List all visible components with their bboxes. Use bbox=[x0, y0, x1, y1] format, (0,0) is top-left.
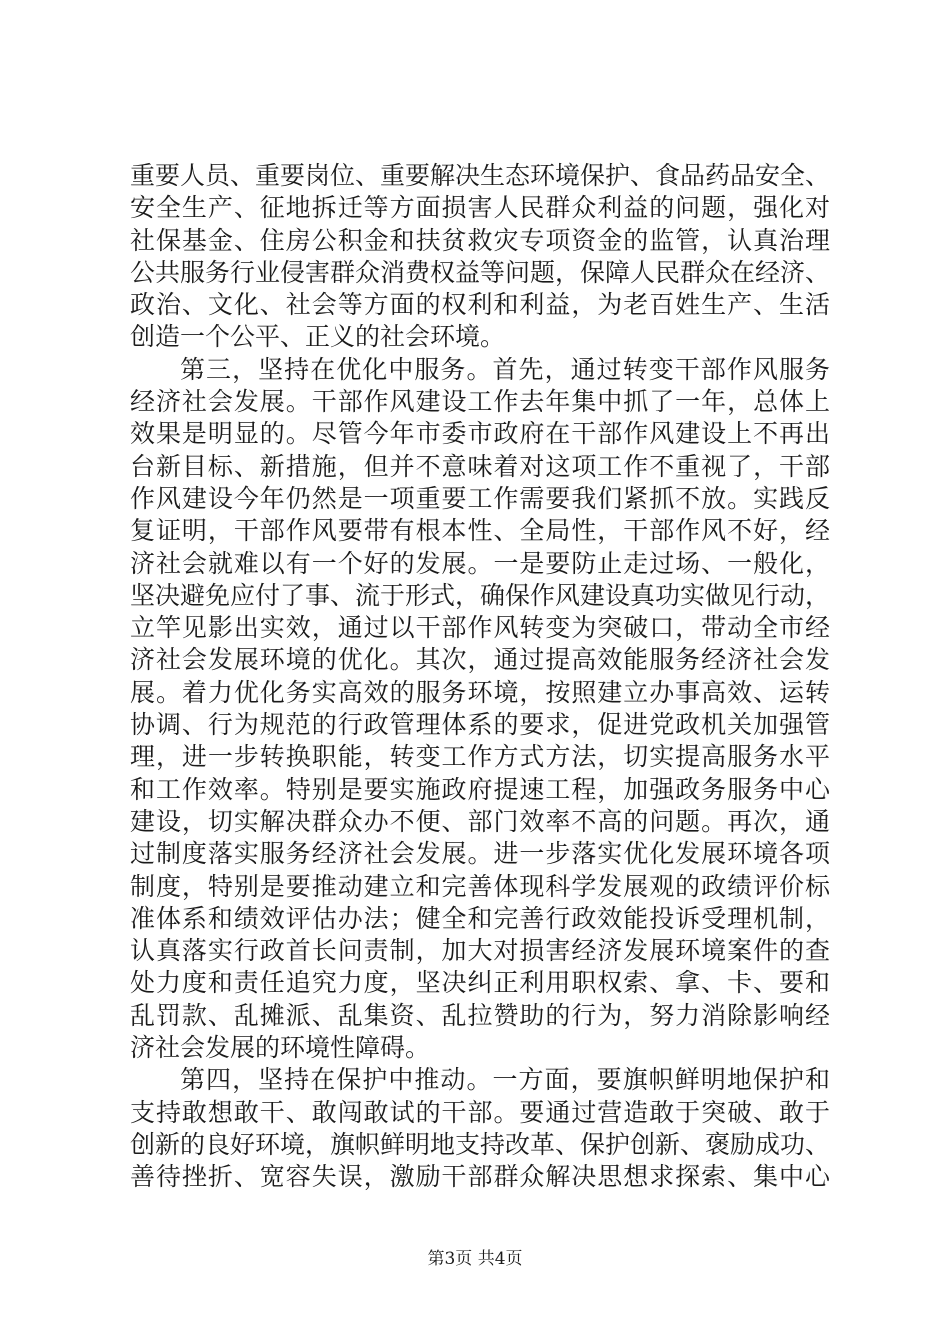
text-line: 复证明，干部作风要带有根本性、全局性，干部作风不好，经 bbox=[130, 516, 830, 546]
paragraph-start-line: 第三，坚持在优化中服务。首先，通过转变干部作风服务 bbox=[180, 354, 830, 384]
text-line: 建设，切实解决群众办不便、部门效率不高的问题。再次，通 bbox=[130, 806, 830, 836]
text-line: 济社会发展环境的优化。其次，通过提高效能服务经济社会发 bbox=[130, 645, 830, 675]
text-line: 坚决避免应付了事、流于形式，确保作风建设真功实做见行动， bbox=[130, 580, 831, 610]
body-text bbox=[130, 160, 830, 1194]
text-line: 效果是明显的。尽管今年市委市政府在干部作风建设上不再出 bbox=[130, 419, 830, 449]
text-line: 过制度落实服务经济社会发展。进一步落实优化发展环境各项 bbox=[130, 839, 830, 869]
text-line: 支持敢想敢干、敢闯敢试的干部。要通过营造敢于突破、敢于 bbox=[130, 1097, 830, 1127]
text-line: 乱罚款、乱摊派、乱集资、乱拉赞助的行为，努力消除影响经 bbox=[130, 1000, 830, 1030]
text-line: 展。着力优化务实高效的服务环境，按照建立办事高效、运转 bbox=[130, 677, 830, 707]
text-line: 创造一个公平、正义的社会环境。 bbox=[130, 322, 506, 352]
page-number-footer: 第3页 共4页 bbox=[427, 1249, 523, 1269]
text-line: 准体系和绩效评估办法；健全和完善行政效能投诉受理机制， bbox=[130, 903, 830, 933]
text-line: 理，进一步转换职能，转变工作方式方法，切实提高服务水平 bbox=[130, 742, 830, 772]
text-line: 经济社会发展。干部作风建设工作去年集中抓了一年，总体上 bbox=[130, 387, 830, 417]
text-line: 作风建设今年仍然是一项重要工作需要我们紧抓不放。实践反 bbox=[130, 483, 830, 513]
text-line: 立竿见影出实效，通过以干部作风转变为突破口，带动全市经 bbox=[130, 613, 830, 643]
text-line: 济社会就难以有一个好的发展。一是要防止走过场、一般化， bbox=[130, 548, 830, 578]
paragraph-start-line: 第四，坚持在保护中推动。一方面，要旗帜鲜明地保护和 bbox=[180, 1065, 830, 1095]
text-line: 济社会发展的环境性障碍。 bbox=[130, 1033, 431, 1063]
text-line: 协调、行为规范的行政管理体系的要求，促进党政机关加强管 bbox=[130, 710, 830, 740]
text-line: 台新目标、新措施，但并不意味着对这项工作不重视了，干部 bbox=[130, 451, 830, 481]
text-line: 创新的良好环境，旗帜鲜明地支持改革、保护创新、褒励成功、 bbox=[130, 1129, 831, 1159]
text-line: 处力度和责任追究力度，坚决纠正利用职权索、拿、卡、要和 bbox=[130, 968, 830, 998]
text-line: 善待挫折、宽容失误，激励干部群众解决思想求探索、集中心 bbox=[130, 1162, 830, 1192]
text-line: 安全生产、征地拆迁等方面损害人民群众利益的问题，强化对 bbox=[130, 193, 830, 223]
text-line: 社保基金、住房公积金和扶贫救灾专项资金的监管，认真治理 bbox=[130, 225, 830, 255]
text-line: 认真落实行政首长问责制，加大对损害经济发展环境案件的查 bbox=[130, 936, 830, 966]
text-line: 政治、文化、社会等方面的权利和利益，为老百姓生产、生活 bbox=[130, 290, 830, 320]
text-line: 重要人员、重要岗位、重要解决生态环境保护、食品药品安全、 bbox=[130, 161, 831, 190]
text-line: 和工作效率。特别是要实施政府提速工程，加强政务服务中心 bbox=[130, 774, 830, 804]
text-line: 制度，特别是要推动建立和完善体现科学发展观的政绩评价标 bbox=[130, 871, 830, 901]
text-line: 公共服务行业侵害群众消费权益等问题，保障人民群众在经济、 bbox=[130, 257, 831, 287]
